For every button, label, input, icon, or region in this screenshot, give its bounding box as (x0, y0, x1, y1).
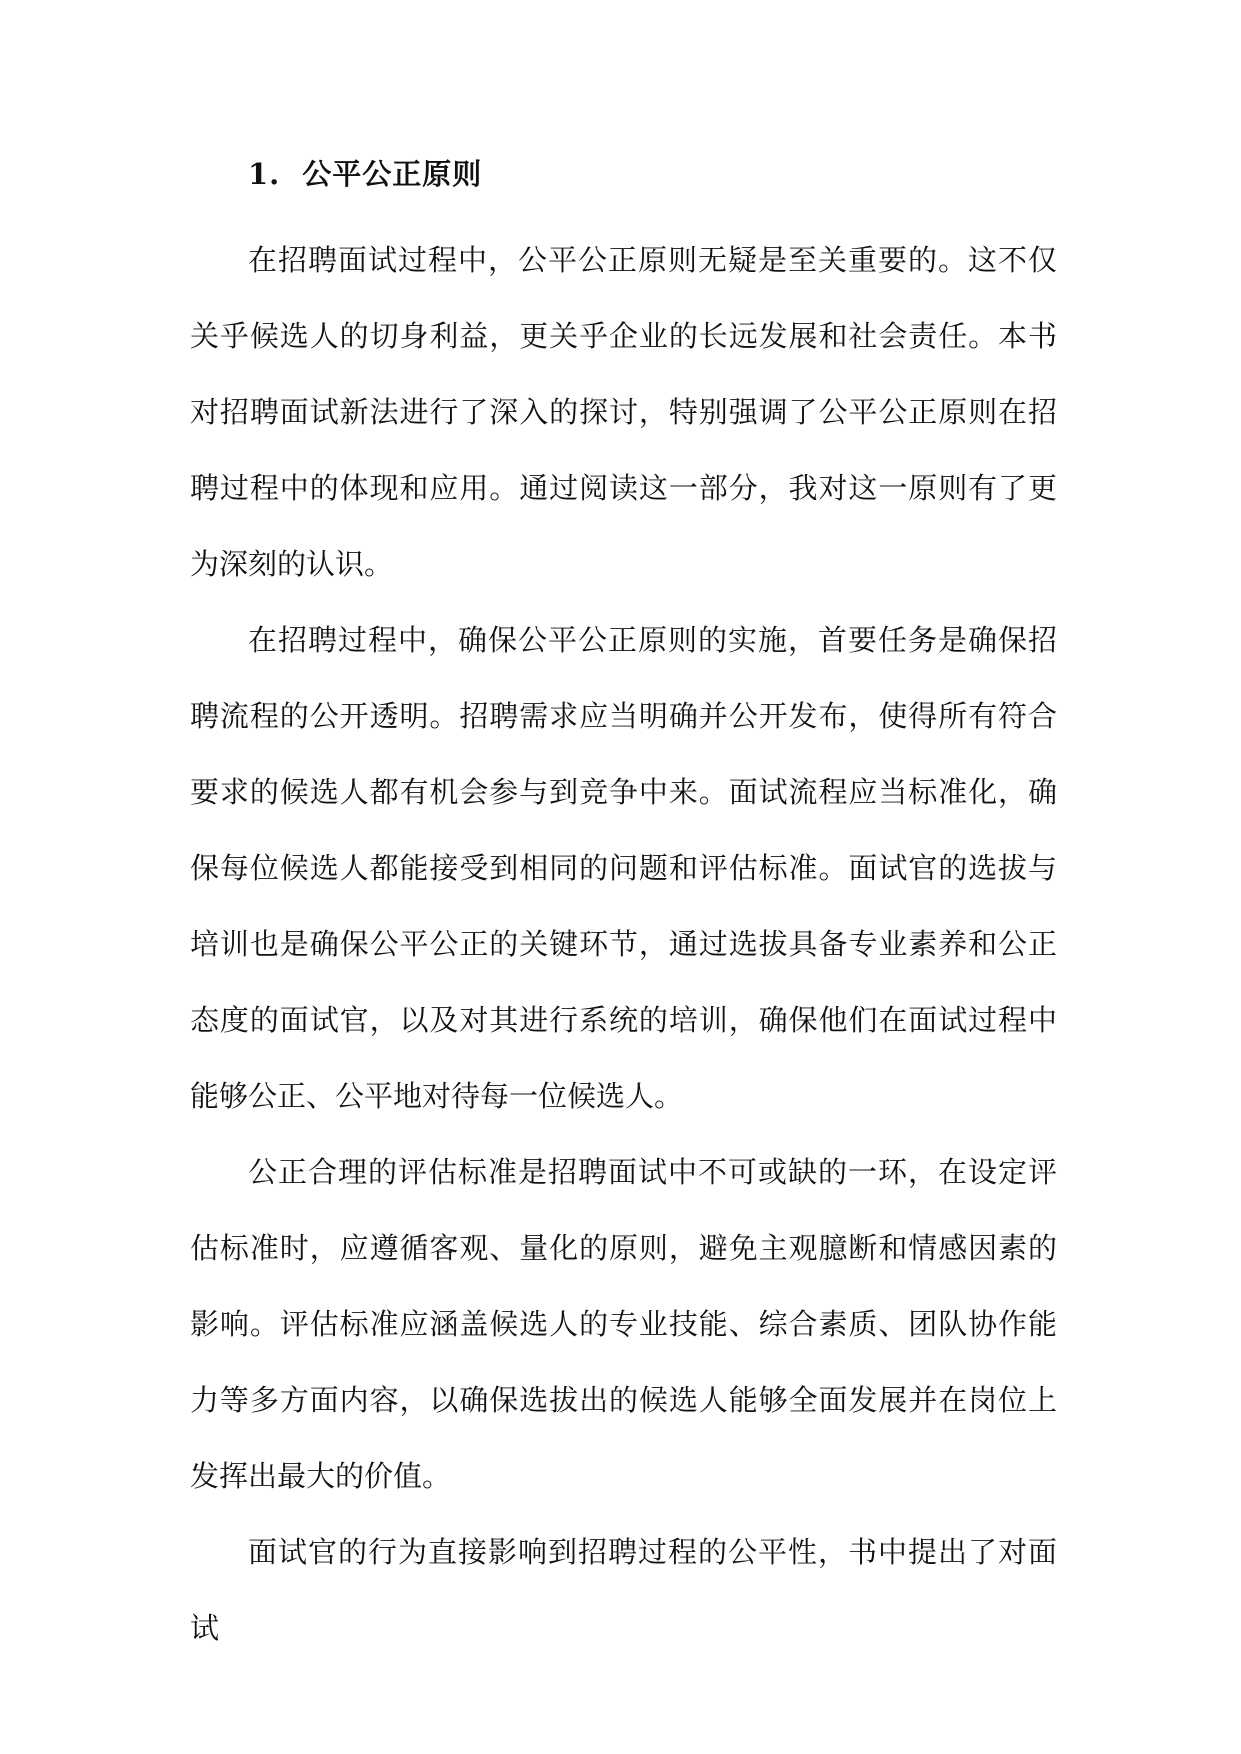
section-number: 1. (248, 157, 281, 191)
paragraph-2: 在招聘过程中，确保公平公正原则的实施，首要任务是确保招聘流程的公开透明。招聘需求应当明确并公开发布，使得所有符合要求的候选人都有机会参与到竞争中来。面试流程应当标准化，确保每位候选人都能接受到相同的问题和评估标准。面试官的选拔与培训也是确保公平公正的关键环节，通过选拔具备专业素养和公正态度的面试官，以及对其进行系统的培训，确保他们在面试过程中能够公正、公平地对待每一位候选人。 (190, 623, 1057, 1113)
body-text (190, 222, 1057, 1666)
section-title: 公平公正原则 (302, 157, 483, 191)
paragraph-3: 公正合理的评估标准是招聘面试中不可或缺的一环，在设定评估标准时，应遵循客观、量化的原则，避免主观臆断和情感因素的影响。评估标准应涵盖候选人的专业技能、综合素质、团队协作能力等多方面内容，以确保选拔出的候选人能够全面发展并在岗位上发挥出最大的价值。 (190, 1155, 1057, 1493)
paragraph-4: 面试官的行为直接影响到招聘过程的公平性，书中提出了对面试 (190, 1535, 1057, 1645)
paragraph-1: 在招聘面试过程中，公平公正原则无疑是至关重要的。这不仅关乎候选人的切身利益，更关乎企业的长远发展和社会责任。本书对招聘面试新法进行了深入的探讨，特别强调了公平公正原则在招聘过程中的体现和应用。通过阅读这一部分，我对这一原则有了更为深刻的认识。 (190, 243, 1057, 581)
section-heading (248, 150, 482, 198)
